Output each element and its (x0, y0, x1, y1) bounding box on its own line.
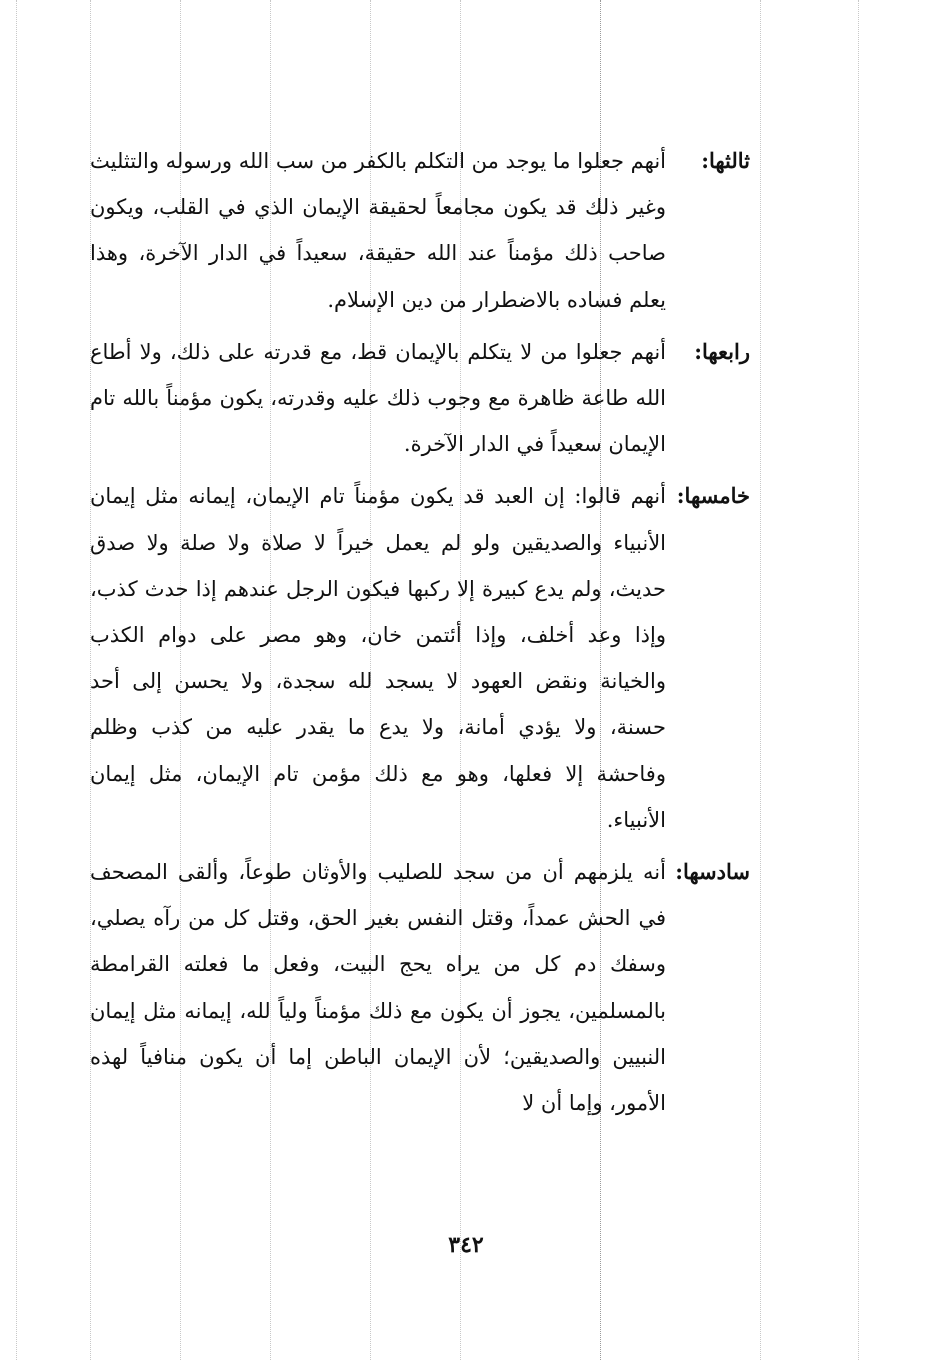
page-body (90, 138, 750, 1126)
paragraph-label: رابعها: (694, 338, 750, 364)
paragraph-label: ثالثها: (701, 148, 750, 173)
page-number: ٣٤٢ (448, 1232, 484, 1258)
paragraph-fourth (90, 329, 750, 468)
paragraph-label: خامسها: (676, 483, 750, 509)
paragraph-text: أنهم جعلوا ما يوجد من التكلم بالكفر من سب الله ورسوله والتثليث وغير ذلك قد يكون مجامعاً لحقيقة الإيمان الذي في القلب، ويكون صاحب ذلك مؤمناً عند الله حقيقة، سعيداً في الدار الآخرة، وهذا يعلم فساده بالاضطرار من دين الإسلام. (90, 149, 666, 312)
paragraph-text: أنهم جعلوا من لا يتكلم بالإيمان قط، مع قدرته على ذلك، ولا أطاع الله طاعة ظاهرة مع وجوب ذلك عليه وقدرته، يكون مؤمناً بالله تام الإيمان سعيداً في الدار الآخرة. (90, 339, 666, 457)
paragraph-third (90, 138, 750, 323)
scan-guide-line (16, 0, 17, 1360)
scan-guide-line (760, 0, 761, 1360)
paragraph-text: أنه يلزمهم أن من سجد للصليب والأوثان طوعاً، وألقى المصحف في الحش عمداً، وقتل النفس بغير الحق، وقتل كل من رآه يصلي، وسفك دم كل من يراه يحج البيت، وفعل ما فعلته القرامطة بالمسلمين، يجوز أن يكون مع ذلك مؤمناً ولياً لله، إيمانه مثل إيمان النبيين والصديقين؛ لأن الإيمان الباطن إما أن يكون منافياً لهذه الأمور، وإما أن لا (90, 860, 666, 1116)
scan-guide-line (858, 0, 859, 1360)
paragraph-text: أنهم قالوا: إن العبد قد يكون مؤمناً تام الإيمان، إيمانه مثل إيمان الأنبياء والصديقين ولو لم يعمل خيراً لا صلاة ولا صلة ولا صدق حديث، ولم يدع كبيرة إلا ركبها فيكون الرجل عندهم إذا حدث كذب، وإذا وعد أخلف، وإذا أئتمن خان، وهو مصر على دوام الكذب والخيانة ونقض العهود لا يسجد لله سجدة، ولا يحسن إلى أحد حسنة، ولا يؤدي أمانة، ولا يدع ما يقدر عليه من كذب وظلم وفاحشة إلا فعلها، وهو مع ذلك مؤمن تام الإيمان، مثل إيمان الأنبياء. (90, 484, 666, 832)
paragraph-sixth (90, 849, 750, 1126)
paragraph-label: سادسها: (675, 859, 750, 885)
paragraph-fifth (90, 473, 750, 843)
